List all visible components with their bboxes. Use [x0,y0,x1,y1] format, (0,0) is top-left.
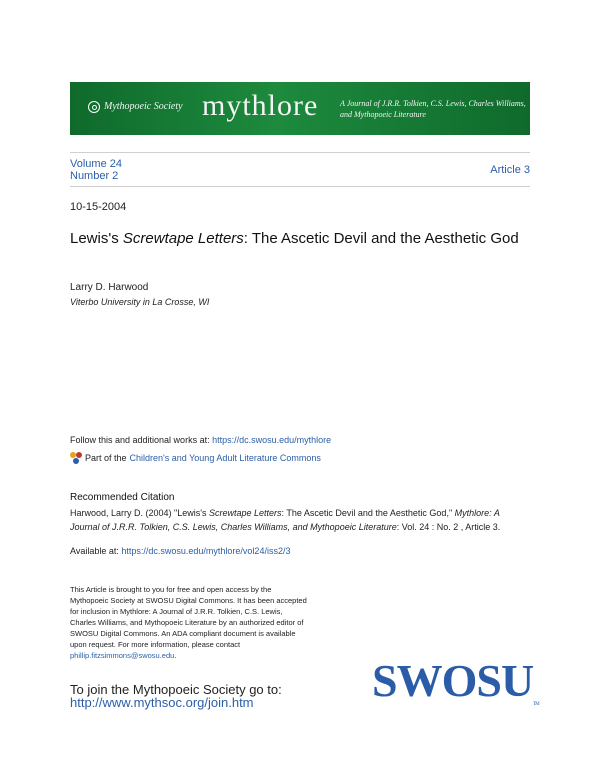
society-logo-icon [88,101,100,113]
author-name: Larry D. Harwood [70,282,149,293]
title-part: Lewis's [70,230,123,247]
citation-journal-italic: Mythlore: A Journal of J.R.R. Tolkien, C.S. Lewis, Charles Williams, and Mythopoeic Literature [70,508,500,532]
trademark: TM [533,702,539,707]
join-society [70,683,282,709]
society-name: Mythopoeic Society [104,101,183,112]
collection-link[interactable]: https://dc.swosu.edu/mythlore [212,435,332,445]
citation-part: Harwood, Larry D. (2004) "Lewis's [70,508,209,518]
journal-subtitle: A Journal of J.R.R. Tolkien, C.S. Lewis, Charles Williams, and Mythopoeic Literature [340,99,526,119]
notice-text: This Article is brought to you for free and open access by the Mythopoeic Society at SWOSU Digital Commons. It has been accepted for inclusion in Mythlore: A Journal of J.R.R. Tolkien, C.S. Lewis, Charles Williams, and Mythopoeic Literature by an authorized editor of SWOSU Digital Commons. An ADA compliant document is available upon request. For more information, please contact [70,585,307,649]
article-url-link[interactable]: https://dc.swosu.edu/mythlore/vol24/iss2/3 [121,546,291,556]
citation-heading: Recommended Citation [70,492,175,503]
author-affiliation: Viterbo University in La Crosse, WI [70,297,210,307]
citation-part: : The Ascetic Devil and the Aesthetic God," [281,508,455,518]
swosu-logo [372,654,539,707]
join-text: To join the Mythopoeic Society go to: [70,682,282,697]
citation-part: : Vol. 24 : No. 2 , Article 3. [396,522,501,532]
article-link[interactable]: Article 3 [490,164,530,176]
citation-title-italic: Screwtape Letters [208,508,282,518]
publication-date: 10-15-2004 [70,201,127,213]
available-at-line [70,546,290,556]
article-title [70,227,530,251]
commons-link[interactable]: Children's and Young Adult Literature Commons [129,453,321,463]
part-of-line [70,452,321,464]
volume-number-link[interactable] [70,158,122,182]
join-link[interactable]: http://www.mythsoc.org/join.htm [70,695,254,710]
mythlore-banner [70,82,530,135]
part-of-prefix: Part of the [85,453,127,463]
title-italic: Screwtape Letters [122,230,244,247]
divider-bottom [70,186,530,187]
contact-email-link[interactable]: phillip.fitzsimmons@swosu.edu [70,651,175,660]
swosu-wordmark: SWOSU [372,655,534,706]
citation-text [70,506,530,534]
notice-end: . [174,651,177,660]
journal-logo: mythlore [202,89,319,122]
commons-network-icon [70,452,82,464]
title-part: : The Ascetic Devil and the Aesthetic God [243,230,519,247]
follow-line [70,435,331,445]
volume-link[interactable]: Volume 24 [70,158,122,170]
divider-top [70,152,530,153]
available-label: Available at: [70,546,122,556]
follow-text: Follow this and additional works at: [70,435,213,445]
number-link[interactable]: Number 2 [70,170,119,182]
open-access-notice [70,584,310,661]
